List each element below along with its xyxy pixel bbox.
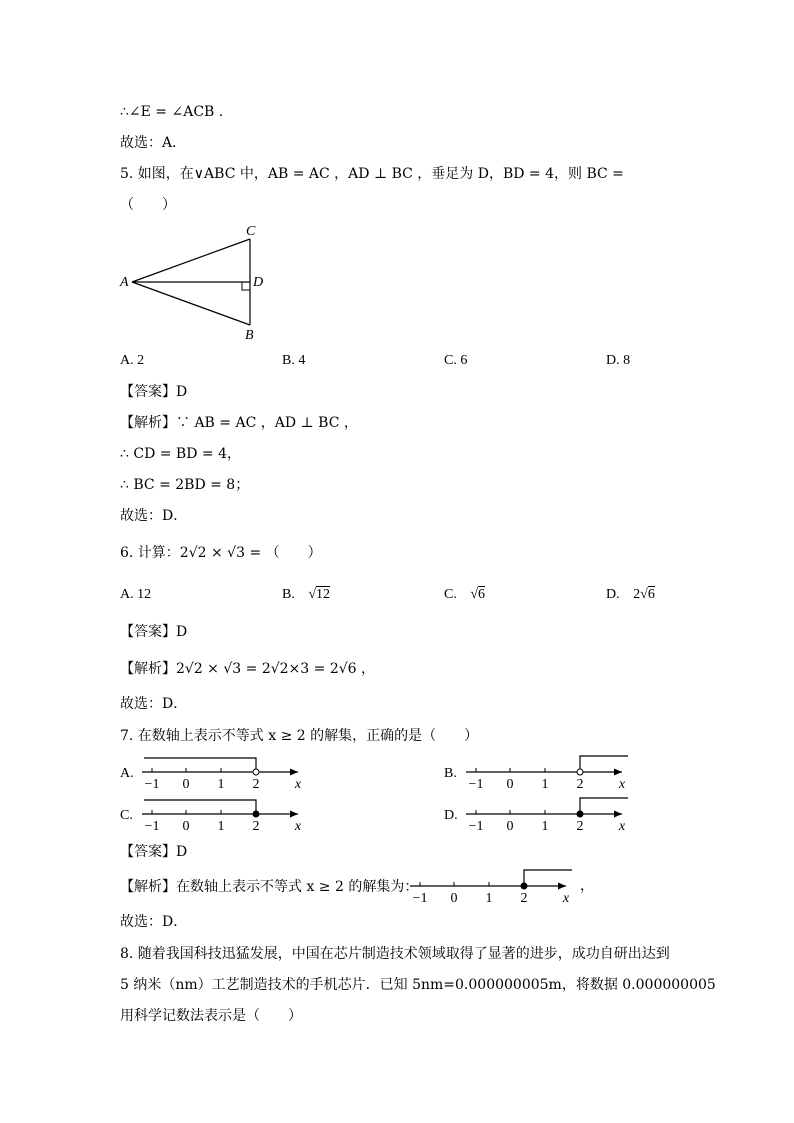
tick-label: 2 [520,891,528,906]
open-dot [253,769,259,775]
sqrt-sign: √ [470,587,479,602]
variable-label: x [618,777,626,792]
q7-answer: 【答案】D [120,844,188,860]
axis-arrow [614,769,622,776]
tick-label: −1 [468,819,484,834]
tick-label: 2 [252,819,260,834]
axis-arrow [290,811,298,818]
tick-label: 1 [541,777,549,792]
q6-option-d-label: D. [606,587,620,602]
q7-option-b-label: B. [444,766,457,781]
q6-option-d-value: 6 [647,587,655,602]
q7-option-a-label: A. [120,766,134,781]
closed-dot [521,883,527,889]
line-choose-a: 故选：A． [120,135,187,151]
question-7-text: 7. 在数轴上表示不等式 x ≥ 2 的解集，正确的是（ ） [120,728,479,744]
number-line-a [138,752,310,792]
q6-option-c-label: C. [444,587,457,602]
q7-solution-comma: ， [580,879,594,894]
closed-dot [577,811,583,817]
q5-solution-4: 故选：D． [120,508,188,524]
question-8-line-3: 用科学记数法表示是（ ） [120,1008,302,1024]
q6-option-d [606,585,655,605]
closed-dot [253,811,259,817]
sqrt-sign: √ [640,587,648,602]
axis-arrow [614,811,622,818]
triangle-figure [110,222,280,344]
label-d: D [253,275,264,290]
question-8-line-2: 5 纳米（nm）工艺制造技术的手机芯片．已知 5nm=0.000000005m，将数据 0.000000005 [120,977,716,993]
q7-option-d-label: D. [444,808,458,823]
q7-choose: 故选：D． [120,914,188,930]
q5-option-c: C. 6 [444,353,468,368]
label-a: A [120,275,129,290]
q6-choose: 故选：D． [120,696,188,712]
variable-label: x [618,819,626,834]
tick-label: −1 [468,777,484,792]
tick-label: 2 [576,819,584,834]
tick-label: −1 [412,891,428,906]
tick-label: 0 [450,891,458,906]
tick-label: 0 [506,777,514,792]
q6-option-c-value: 6 [478,587,486,602]
q6-option-b-label: B. [282,587,295,602]
axis-arrow [558,883,566,890]
open-dot [577,769,583,775]
label-b: B [245,328,254,343]
question-6-text: 6. 计算：2√2 × √3 = （ ） [120,545,322,561]
solution-ray [144,758,256,772]
tick-label: 0 [182,777,190,792]
tick-label: −1 [144,777,160,792]
number-line-c [138,794,310,834]
number-line-b [462,752,634,792]
tick-label: 1 [541,819,549,834]
tick-label: −1 [144,819,160,834]
q6-solution: 【解析】2√2 × √3 = 2√2×3 = 2√6 ， [120,661,376,677]
q6-option-c [444,585,485,605]
q5-option-d: D. 8 [606,353,631,368]
q6-option-b [282,585,330,605]
q5-solution-2: ∴ CD = BD = 4， [120,446,241,462]
number-line-d [462,794,634,834]
tick-label: 1 [217,819,225,834]
axis-arrow [290,769,298,776]
q5-option-b: B. 4 [282,353,306,368]
q6-option-d-coef: 2 [633,587,641,602]
q5-solution-1: 【解析】∵ AB = AC ，AD ⊥ BC ， [120,415,358,431]
tick-label: 0 [506,819,514,834]
variable-label: x [294,777,302,792]
sqrt-sign: √ [308,587,317,602]
q6-answer: 【答案】D [120,624,188,640]
solution-ray [580,798,628,814]
number-line-solution [406,866,578,906]
q5-solution-3: ∴ BC = 2BD = 8； [120,477,250,493]
variable-label: x [294,819,302,834]
q6-option-b-value: 12 [316,587,331,602]
tick-label: 0 [182,819,190,834]
q5-option-a: A. 2 [120,353,145,368]
question-8-line-1: 8. 随着我国科技迅猛发展，中国在芯片制造技术领域取得了显著的进步，成功自研出达到 [120,946,670,962]
q7-option-c-label: C. [120,808,133,823]
question-5-paren: （ ） [120,197,176,213]
variable-label: x [562,891,570,906]
q6-option-a: A. 12 [120,587,152,602]
q5-answer: 【答案】D [120,384,188,400]
q7-solution: 【解析】在数轴上表示不等式 x ≥ 2 的解集为： [120,879,419,895]
solution-ray [524,870,572,886]
tick-label: 2 [252,777,260,792]
tick-label: 1 [217,777,225,792]
tick-label: 1 [485,891,493,906]
solution-ray [580,756,628,772]
label-c: C [246,224,256,239]
tick-label: 2 [576,777,584,792]
question-5-text: 5. 如图，在∨ABC 中，AB = AC ，AD ⊥ BC ，垂足为 D，BD = 4，则 BC = [120,166,624,182]
solution-ray [144,800,256,814]
line-conclusion: ∴∠E = ∠ACB . [120,104,224,120]
